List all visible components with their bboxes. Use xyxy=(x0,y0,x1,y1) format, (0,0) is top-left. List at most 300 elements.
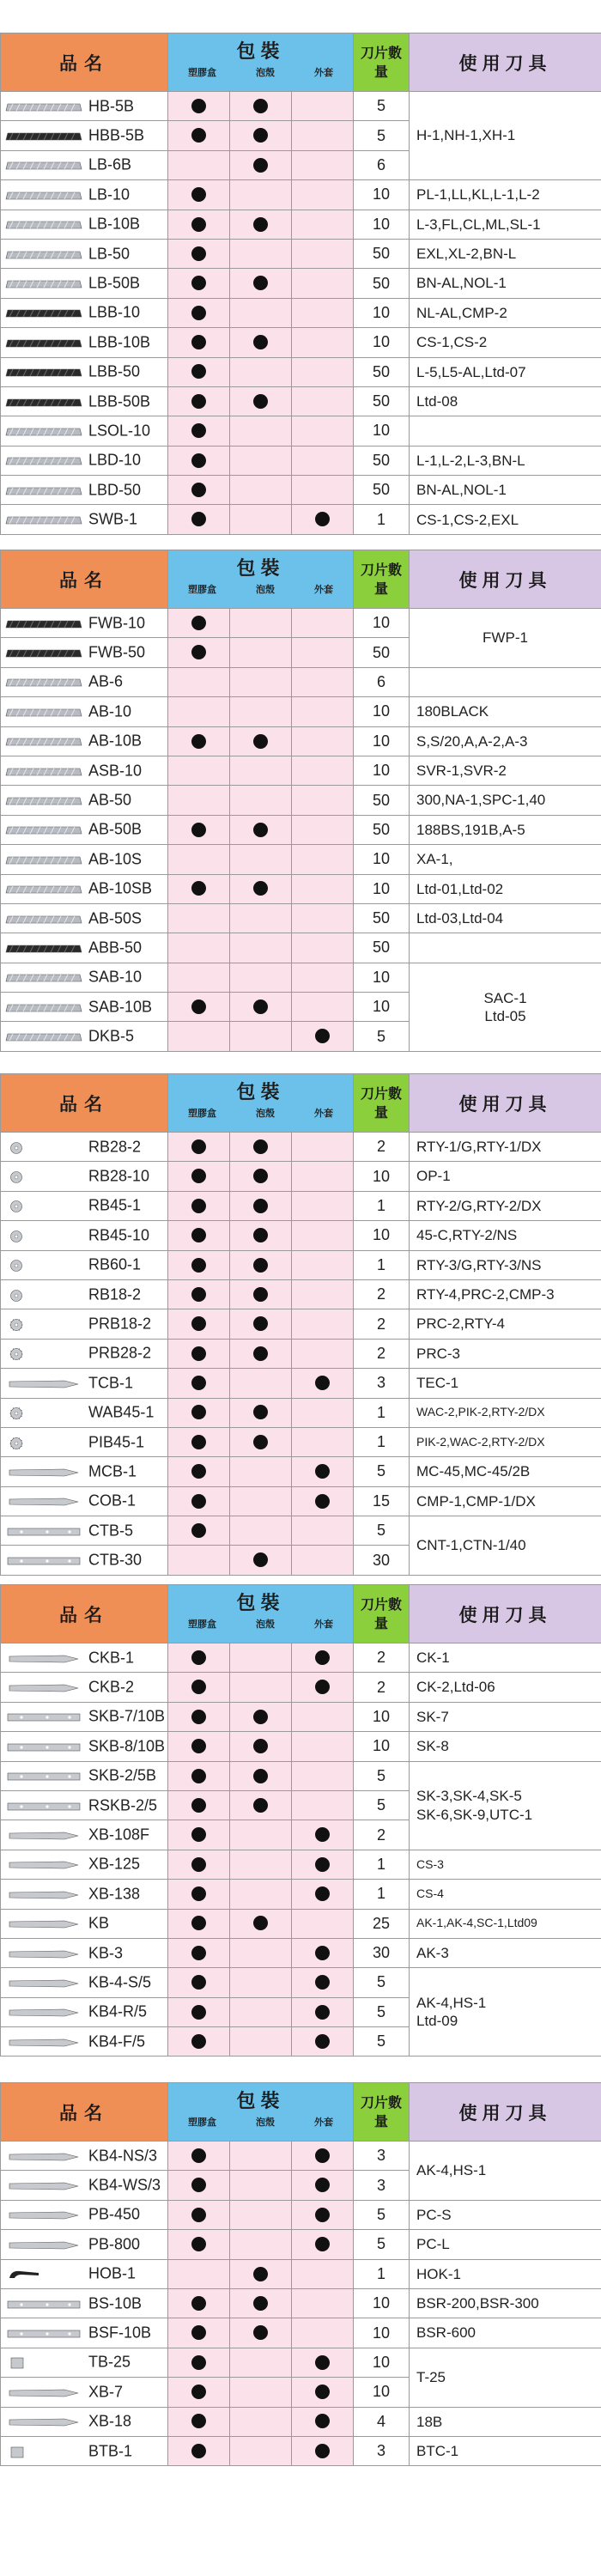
available-dot-icon xyxy=(191,453,206,468)
blade-snap-gray-icon xyxy=(4,1002,83,1012)
pack-cell xyxy=(168,1427,230,1456)
product-cell xyxy=(1,1938,168,1967)
compatible-tool-text: L-1,L-2,L-3,BN-L xyxy=(416,452,525,469)
available-dot-icon xyxy=(315,2148,330,2163)
header-name: 品名 xyxy=(1,550,168,609)
compatible-tools-cell xyxy=(410,609,601,668)
pack-cell xyxy=(292,845,354,874)
header-compatible-tools: 使用刀具 xyxy=(410,2083,601,2142)
table-row xyxy=(1,1673,601,1702)
product-name: XB-125 xyxy=(88,1855,141,1873)
available-dot-icon xyxy=(191,2148,206,2163)
pack-cell xyxy=(292,638,354,667)
product-name: RB28-2 xyxy=(88,1138,142,1156)
pack-cell xyxy=(168,1516,230,1546)
compatible-tools-cell xyxy=(410,386,601,416)
table-row xyxy=(1,756,601,785)
product-cell xyxy=(1,505,168,534)
pack-cell xyxy=(292,1643,354,1673)
pack-cell xyxy=(168,2142,230,2171)
product-cell xyxy=(1,1162,168,1191)
pack-cell xyxy=(292,933,354,963)
header-pack-sleeve: 外套 xyxy=(314,1109,333,1119)
pack-cell xyxy=(292,1938,354,1967)
header-name: 品名 xyxy=(1,1585,168,1643)
available-dot-icon xyxy=(191,2325,206,2340)
compatible-tools-cell xyxy=(410,786,601,815)
available-dot-icon xyxy=(191,1139,206,1154)
available-dot-icon xyxy=(191,1946,206,1960)
table-row xyxy=(1,2259,601,2288)
product-cell xyxy=(1,2142,168,2171)
blade-round-teeth-icon xyxy=(4,1437,83,1448)
available-dot-icon xyxy=(191,1287,206,1302)
pack-cell xyxy=(168,1546,230,1575)
table-row xyxy=(1,874,601,903)
pack-cell xyxy=(168,1732,230,1761)
blade-qty: 10 xyxy=(354,416,410,446)
blade-qty: 5 xyxy=(354,1457,410,1486)
product-cell xyxy=(1,638,168,667)
pack-cell xyxy=(292,1880,354,1909)
pack-cell xyxy=(168,2378,230,2407)
compatible-tools-cell xyxy=(410,1702,601,1731)
blade-qty: 6 xyxy=(354,667,410,696)
product-cell xyxy=(1,446,168,475)
pack-cell xyxy=(168,239,230,268)
pack-cell xyxy=(168,1702,230,1731)
blade-qty: 4 xyxy=(354,2407,410,2436)
available-dot-icon xyxy=(315,1886,330,1901)
pack-cell xyxy=(292,993,354,1022)
available-dot-icon xyxy=(315,2385,330,2399)
blade-snap-gray-icon xyxy=(4,677,83,687)
pack-cell xyxy=(230,2348,292,2377)
table-row xyxy=(1,1369,601,1398)
blade-qty: 3 xyxy=(354,2171,410,2200)
blade-table-section xyxy=(0,33,601,535)
compatible-tools-cell xyxy=(410,1369,601,1398)
product-name: COB-1 xyxy=(88,1492,137,1510)
pack-cell xyxy=(292,2142,354,2171)
product-cell xyxy=(1,993,168,1022)
available-dot-icon xyxy=(191,2296,206,2311)
compatible-tools-cell xyxy=(410,1339,601,1368)
compatible-tools-cell xyxy=(410,1643,601,1673)
compatible-tool-text: 300,NA-1,SPC-1,40 xyxy=(416,792,546,809)
available-dot-icon xyxy=(191,616,206,630)
pack-cell xyxy=(168,2436,230,2465)
available-dot-icon xyxy=(191,1739,206,1753)
blade-qty: 6 xyxy=(354,150,410,179)
header-pack-sleeve: 外套 xyxy=(314,2117,333,2128)
available-dot-icon xyxy=(315,2414,330,2428)
compatible-tool-text: BN-AL,NOL-1 xyxy=(416,482,507,499)
pack-cell xyxy=(168,638,230,667)
blade-strip-icon xyxy=(4,1801,83,1811)
blade-qty: 5 xyxy=(354,2027,410,2057)
blade-qty: 2 xyxy=(354,1643,410,1673)
pack-cell xyxy=(168,2318,230,2348)
product-cell xyxy=(1,269,168,298)
blade-qty: 50 xyxy=(354,786,410,815)
available-dot-icon xyxy=(253,394,268,409)
available-dot-icon xyxy=(315,1680,330,1694)
product-name: LBD-10 xyxy=(88,451,142,469)
compatible-tool-text: CK-2,Ltd-06 xyxy=(416,1679,495,1696)
available-dot-icon xyxy=(191,1435,206,1449)
pack-cell xyxy=(230,1457,292,1486)
header-name: 品名 xyxy=(1,1074,168,1133)
blade-qty: 10 xyxy=(354,993,410,1022)
pack-cell xyxy=(230,1221,292,1250)
compatible-tool-text: 18B xyxy=(416,2413,443,2430)
available-dot-icon xyxy=(191,1769,206,1783)
available-dot-icon xyxy=(191,1650,206,1665)
header-compatible-tools: 使用刀具 xyxy=(410,550,601,609)
compatible-tools-cell xyxy=(410,2407,601,2436)
compatible-tool-text: SK-3,SK-4,SK-5 xyxy=(416,1788,522,1805)
available-dot-icon xyxy=(253,1316,268,1331)
pack-cell xyxy=(292,1279,354,1309)
pack-cell xyxy=(168,933,230,963)
blade-qty: 10 xyxy=(354,697,410,726)
blade-qty: 50 xyxy=(354,638,410,667)
product-cell xyxy=(1,1133,168,1162)
compatible-tools-cell xyxy=(410,963,601,1051)
table-row xyxy=(1,667,601,696)
product-cell xyxy=(1,210,168,239)
product-cell xyxy=(1,1968,168,1997)
blade-qty: 10 xyxy=(354,963,410,992)
compatible-tools-cell xyxy=(410,1133,601,1162)
available-dot-icon xyxy=(253,1228,268,1242)
available-dot-icon xyxy=(191,1228,206,1242)
pack-cell xyxy=(230,1732,292,1761)
pack-cell xyxy=(230,845,292,874)
available-dot-icon xyxy=(191,1464,206,1479)
compatible-tools-cell xyxy=(410,2142,601,2201)
product-name: KB4-NS/3 xyxy=(88,2147,158,2165)
product-name: DKB-5 xyxy=(88,1027,135,1045)
product-name: HOB-1 xyxy=(88,2264,137,2282)
product-name: PRB28-2 xyxy=(88,1344,152,1362)
header-pack-title: 包裝 xyxy=(236,1081,285,1103)
pack-cell xyxy=(292,1850,354,1879)
pack-cell xyxy=(230,2378,292,2407)
product-cell xyxy=(1,609,168,638)
blade-qty: 10 xyxy=(354,2318,410,2348)
table-row xyxy=(1,2142,601,2171)
pack-cell xyxy=(168,2348,230,2377)
blade-strip-icon xyxy=(4,2328,83,2338)
blade-qty: 5 xyxy=(354,1968,410,1997)
pack-cell xyxy=(292,1820,354,1850)
compatible-tool-text: H-1,NH-1,XH-1 xyxy=(416,127,516,144)
blade-qty: 1 xyxy=(354,2259,410,2288)
product-name: LB-10 xyxy=(88,185,131,204)
header-pack-title: 包裝 xyxy=(236,557,285,580)
compatible-tool-text: CK-1 xyxy=(416,1649,450,1667)
pack-cell xyxy=(230,2200,292,2229)
pack-cell xyxy=(168,357,230,386)
product-cell xyxy=(1,1909,168,1938)
table-row xyxy=(1,963,601,992)
blade-snap-gray-icon xyxy=(4,101,83,112)
header-pack-sleeve: 外套 xyxy=(314,68,333,78)
blade-snap-gray-icon xyxy=(4,707,83,717)
pack-cell xyxy=(292,92,354,121)
compatible-tools-cell xyxy=(410,2259,601,2288)
blade-qty: 10 xyxy=(354,298,410,327)
product-cell xyxy=(1,150,168,179)
available-dot-icon xyxy=(191,1827,206,1842)
product-name: FWB-10 xyxy=(88,614,146,632)
product-name: TB-25 xyxy=(88,2353,131,2371)
pack-cell xyxy=(168,1790,230,1820)
pack-cell xyxy=(292,2348,354,2377)
pack-cell xyxy=(230,2230,292,2259)
available-dot-icon xyxy=(253,1916,268,1930)
compatible-tools-cell xyxy=(410,903,601,933)
pack-cell xyxy=(292,1250,354,1279)
pack-cell xyxy=(168,1250,230,1279)
pack-cell xyxy=(292,476,354,505)
table-row xyxy=(1,2288,601,2318)
pack-cell xyxy=(292,1162,354,1191)
product-name: MCB-1 xyxy=(88,1462,137,1480)
product-name: KB xyxy=(88,1914,110,1932)
product-name: AB-10SB xyxy=(88,879,153,897)
available-dot-icon xyxy=(191,246,206,261)
blade-snap-gray-icon xyxy=(4,249,83,259)
pack-cell xyxy=(230,1820,292,1850)
compatible-tools-cell xyxy=(410,2230,601,2259)
compatible-tools-cell xyxy=(410,1457,601,1486)
blade-qty: 50 xyxy=(354,446,410,475)
product-cell xyxy=(1,357,168,386)
compatible-tools-cell xyxy=(410,1850,601,1879)
blade-snap-gray-icon xyxy=(4,854,83,865)
available-dot-icon xyxy=(191,1376,206,1390)
available-dot-icon xyxy=(191,2178,206,2192)
header-blade-qty: 刀片數量 xyxy=(354,550,410,609)
available-dot-icon xyxy=(315,1494,330,1509)
product-cell xyxy=(1,1516,168,1546)
blade-round-icon xyxy=(4,1200,83,1211)
table-row xyxy=(1,1162,601,1191)
product-name: RB18-2 xyxy=(88,1285,142,1303)
blade-small-blade-icon xyxy=(4,1830,83,1840)
product-name: BTB-1 xyxy=(88,2442,133,2460)
header-pack-plastic-box: 塑膠盒 xyxy=(188,68,216,78)
table-row xyxy=(1,239,601,268)
product-cell xyxy=(1,1369,168,1398)
blade-qty: 5 xyxy=(354,1022,410,1051)
blade-hook-icon xyxy=(4,2269,83,2279)
pack-cell xyxy=(292,1133,354,1162)
header-pack-blister: 泡殼 xyxy=(256,1619,275,1630)
compatible-tool-text: S,S/20,A,A-2,A-3 xyxy=(416,732,528,750)
pack-cell xyxy=(230,269,292,298)
available-dot-icon xyxy=(191,364,206,379)
compatible-tool-text: Ltd-09 xyxy=(416,2013,458,2030)
compatible-tool-text: FWP-1 xyxy=(483,629,528,647)
product-name: KB4-WS/3 xyxy=(88,2176,161,2194)
pack-cell xyxy=(292,121,354,150)
pack-cell xyxy=(292,1427,354,1456)
compatible-tools-cell xyxy=(410,1880,601,1909)
pack-cell xyxy=(168,1022,230,1051)
blade-qty: 10 xyxy=(354,1732,410,1761)
header-pack-blister: 泡殼 xyxy=(256,68,275,78)
blade-strip-icon xyxy=(4,2299,83,2309)
blade-qty: 50 xyxy=(354,357,410,386)
blade-strip-icon xyxy=(4,1771,83,1781)
pack-cell xyxy=(292,210,354,239)
pack-cell xyxy=(230,1133,292,1162)
pack-cell xyxy=(168,2230,230,2259)
header-blade-qty: 刀片數量 xyxy=(354,1585,410,1643)
pack-cell xyxy=(230,416,292,446)
available-dot-icon xyxy=(191,1886,206,1901)
compatible-tools-cell xyxy=(410,726,601,756)
pack-cell xyxy=(230,1191,292,1220)
pack-cell xyxy=(168,121,230,150)
table-row xyxy=(1,1221,601,1250)
pack-cell xyxy=(168,269,230,298)
pack-cell xyxy=(230,298,292,327)
product-name: SWB-1 xyxy=(88,510,138,528)
available-dot-icon xyxy=(191,483,206,497)
pack-cell xyxy=(168,726,230,756)
pack-cell xyxy=(168,845,230,874)
pack-cell xyxy=(292,1909,354,1938)
blade-qty: 50 xyxy=(354,386,410,416)
pack-cell xyxy=(168,1643,230,1673)
table-row xyxy=(1,1398,601,1427)
blade-snap-gray-icon xyxy=(4,278,83,289)
blade-qty: 10 xyxy=(354,2378,410,2407)
compatible-tool-text: CMP-1,CMP-1/DX xyxy=(416,1492,536,1510)
product-name: KB4-R/5 xyxy=(88,2002,148,2020)
product-cell xyxy=(1,697,168,726)
available-dot-icon xyxy=(253,881,268,896)
pack-cell xyxy=(230,239,292,268)
available-dot-icon xyxy=(253,158,268,173)
blade-snap-black-icon xyxy=(4,337,83,348)
pack-cell xyxy=(292,298,354,327)
product-name: RSKB-2/5 xyxy=(88,1796,158,1814)
pack-cell xyxy=(230,638,292,667)
compatible-tool-text: Ltd-01,Ltd-02 xyxy=(416,880,504,897)
product-name: CTB-30 xyxy=(88,1551,143,1569)
pack-cell xyxy=(230,1279,292,1309)
pack-cell xyxy=(230,1427,292,1456)
product-cell xyxy=(1,2200,168,2229)
available-dot-icon xyxy=(253,2325,268,2340)
available-dot-icon xyxy=(253,128,268,143)
product-name: CKB-1 xyxy=(88,1649,135,1667)
product-name: PB-800 xyxy=(88,2235,141,2253)
available-dot-icon xyxy=(191,2444,206,2458)
available-dot-icon xyxy=(191,1710,206,1724)
compatible-tools-cell xyxy=(410,2436,601,2465)
pack-cell xyxy=(230,2407,292,2436)
pack-cell xyxy=(230,874,292,903)
available-dot-icon xyxy=(253,99,268,113)
blade-strip-icon xyxy=(4,1555,83,1565)
product-cell xyxy=(1,1191,168,1220)
product-cell xyxy=(1,845,168,874)
pack-cell xyxy=(230,903,292,933)
table-row xyxy=(1,2200,601,2229)
available-dot-icon xyxy=(253,1769,268,1783)
pack-cell xyxy=(292,1516,354,1546)
pack-cell xyxy=(292,874,354,903)
product-name: ASB-10 xyxy=(88,762,143,780)
product-name: XB-18 xyxy=(88,2412,132,2430)
compatible-tool-text: MC-45,MC-45/2B xyxy=(416,1463,531,1480)
available-dot-icon xyxy=(191,187,206,202)
product-name: PIB45-1 xyxy=(88,1433,145,1451)
available-dot-icon xyxy=(253,1710,268,1724)
pack-cell xyxy=(168,298,230,327)
pack-cell xyxy=(168,1997,230,2026)
blade-round-icon xyxy=(4,1171,83,1182)
blade-small-blade-icon xyxy=(4,2180,83,2190)
product-name: KB-3 xyxy=(88,1944,124,1962)
pack-cell xyxy=(230,1369,292,1398)
pack-cell xyxy=(292,1702,354,1731)
pack-cell xyxy=(292,2200,354,2229)
product-name: LBB-50B xyxy=(88,392,151,410)
blade-qty: 50 xyxy=(354,933,410,963)
compatible-tool-text: PRC-3 xyxy=(416,1345,461,1362)
pack-cell xyxy=(168,210,230,239)
pack-cell xyxy=(168,963,230,992)
compatible-tool-text: WAC-2,PIK-2,RTY-2/DX xyxy=(416,1405,545,1419)
pack-cell xyxy=(168,2259,230,2288)
pack-cell xyxy=(168,476,230,505)
compatible-tools-cell xyxy=(410,1968,601,2057)
available-dot-icon xyxy=(191,423,206,438)
compatible-tools-cell xyxy=(410,92,601,180)
pack-cell xyxy=(292,756,354,785)
pack-cell xyxy=(292,1339,354,1368)
compatible-tool-text: T-25 xyxy=(416,2369,446,2385)
blade-snap-black-icon xyxy=(4,367,83,377)
product-cell xyxy=(1,1732,168,1761)
blade-qty: 2 xyxy=(354,1820,410,1850)
product-cell xyxy=(1,1250,168,1279)
available-dot-icon xyxy=(191,276,206,290)
blade-snap-gray-icon xyxy=(4,914,83,924)
pack-cell xyxy=(292,505,354,534)
compatible-tool-text: NL-AL,CMP-2 xyxy=(416,304,507,321)
pack-cell xyxy=(292,446,354,475)
available-dot-icon xyxy=(191,2385,206,2399)
product-cell xyxy=(1,667,168,696)
available-dot-icon xyxy=(315,1975,330,1990)
pack-cell xyxy=(292,1968,354,1997)
product-cell xyxy=(1,1850,168,1879)
table-row xyxy=(1,786,601,815)
pack-cell xyxy=(292,239,354,268)
pack-cell xyxy=(292,963,354,992)
blade-qty: 10 xyxy=(354,845,410,874)
blade-qty: 10 xyxy=(354,1162,410,1191)
